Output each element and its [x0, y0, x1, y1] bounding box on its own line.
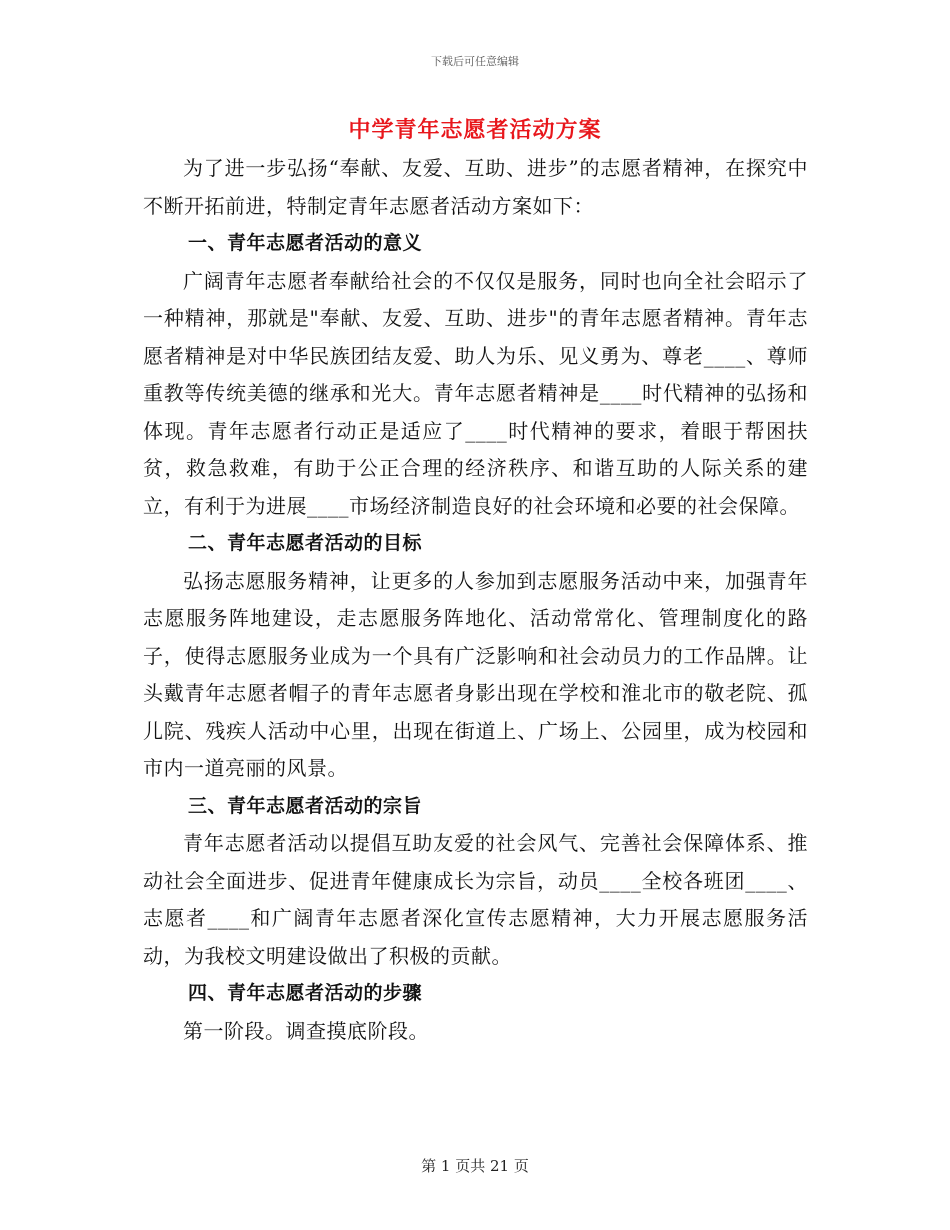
page-header: 下载后可任意编辑 [431, 55, 519, 68]
page-footer: 第 1 页共 21 页 [421, 1157, 529, 1175]
section-body-2: 弘扬志愿服务精神，让更多的人参加到志愿服务活动中来，加强青年志愿服务阵地建设，走志愿服务阵地化、活动常常化、管理制度化的路子，使得志愿服务业成为一个具有广泛影响和社会动员力的工作品牌。让头戴青年志愿者帽子的青年志愿者身影出现在学校和淮北市的敬老院、孤儿院、残疾人活动中心里，出现在街道上、广场上、公园里，成为校园和市内一道亮丽的风景。 [143, 568, 808, 780]
document-title: 中学青年志愿者活动方案 [348, 117, 602, 143]
section-heading-2: 二、青年志愿者活动的目标 [188, 532, 423, 554]
section-heading-1: 一、青年志愿者活动的意义 [188, 232, 423, 254]
document-body [143, 150, 808, 1050]
section-body-1: 广阔青年志愿者奉献给社会的不仅仅是服务，同时也向全社会昭示了一种精神，那就是"奉献、友爱、互助、进步"的青年志愿者精神。青年志愿者精神是对中华民族团结友爱、助人为乐、见义勇为、尊老____、尊师重教等传统美德的继承和光大。青年志愿者精神是____时代精神的弘扬和体现。青年志愿者行动正是适应了____时代精神的要求，着眼于帮困扶贫，救急救难，有助于公正合理的经济秩序、和谐互助的人际关系的建立，有利于为进展____市场经济制造良好的社会环境和必要的社会保障。 [143, 268, 808, 518]
intro-paragraph: 为了进一步弘扬“奉献、友爱、互助、进步”的志愿者精神，在探究中不断开拓前进，特制定青年志愿者活动方案如下： [143, 156, 808, 218]
section-body-3: 青年志愿者活动以提倡互助友爱的社会风气、完善社会保障体系、推动社会全面进步、促进青年健康成长为宗旨，动员____全校各班团____、志愿者____和广阔青年志愿者深化宣传志愿精神，大力开展志愿服务活动，为我校文明建设做出了积极的贡献。 [143, 831, 808, 968]
section-heading-3: 三、青年志愿者活动的宗旨 [188, 794, 423, 817]
section-body-4: 第一阶段。调查摸底阶段。 [183, 1018, 429, 1043]
section-heading-4: 四、青年志愿者活动的步骤 [188, 982, 423, 1004]
